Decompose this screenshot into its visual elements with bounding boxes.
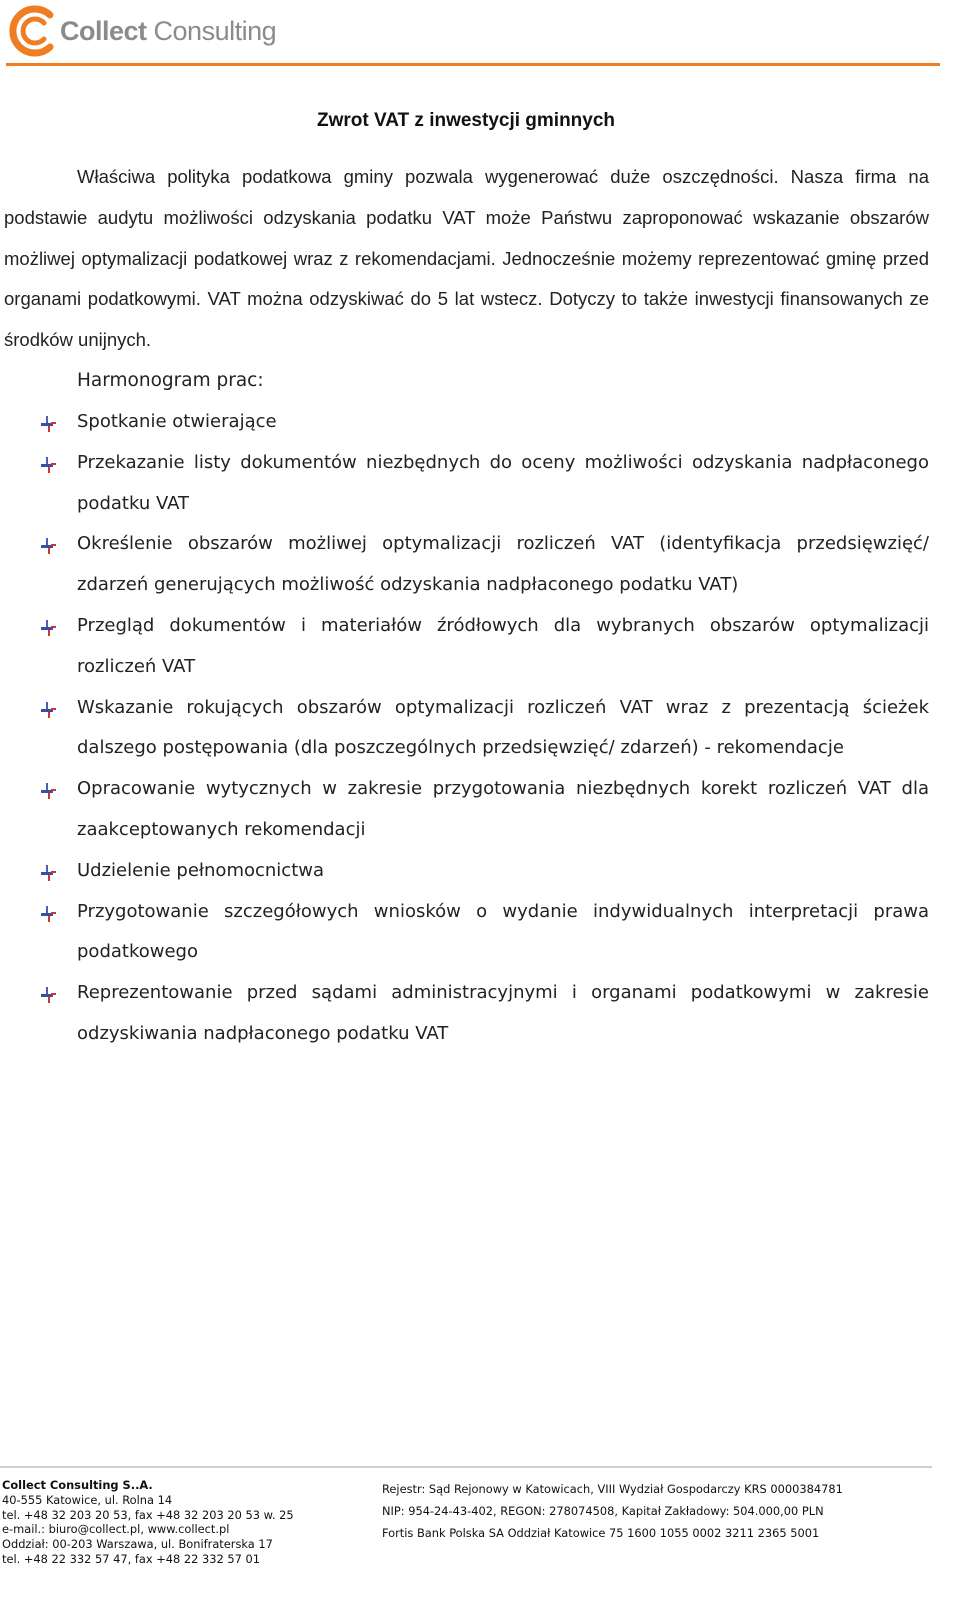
thumbtack-bullet-icon	[40, 537, 58, 555]
list-item	[0, 769, 929, 851]
task-text: Wskazanie rokujących obszarów optymalizacji rozliczeń VAT wraz z prezentacją ścieżek dalszego postępowania (dla poszczególnych przedsięwzięć/ zdarzeń) - rekomendacje	[77, 696, 929, 759]
task-text: Udzielenie pełnomocnictwa	[77, 859, 324, 881]
thumbtack-bullet-icon	[40, 701, 58, 719]
footer-tax-ids: NIP: 954-24-43-402, REGON: 278074508, Kapitał Zakładowy: 504.000,00 PLN	[382, 1504, 824, 1518]
footer-branch-phone: tel. +48 22 332 57 47, fax +48 22 332 57 01	[2, 1551, 260, 1566]
page-header	[0, 0, 960, 70]
footer-company-name: Collect Consulting S..A.	[2, 1478, 153, 1492]
list-item	[0, 606, 929, 688]
thumbtack-bullet-icon	[40, 619, 58, 637]
schedule-label: Harmonogram prac:	[77, 370, 264, 391]
footer-registry: Rejestr: Sąd Rejonowy w Katowicach, VIII Wydział Gospodarczy KRS 0000384781	[382, 1482, 843, 1496]
task-text: Określenie obszarów możliwej optymalizacji rozliczeń VAT (identyfikacja przedsięwzięć/ zdarzeń generujących możliwość odzyskania nadpłaconego podatku VAT)	[77, 533, 929, 596]
logo-text	[60, 16, 276, 47]
collect-consulting-c-logo-icon	[6, 3, 62, 59]
list-item	[0, 973, 929, 1055]
document-title: Zwrot VAT z inwestycji gminnych	[316, 110, 616, 131]
footer-legal	[382, 1478, 942, 1544]
logo-text-bold: Collect	[60, 15, 147, 46]
company-logo	[6, 2, 276, 60]
footer-address: 40-555 Katowice, ul. Rolna 14	[2, 1492, 173, 1507]
task-text: Przekazanie listy dokumentów niezbędnych do oceny możliwości odzyskania nadpłaconego podatku VAT	[77, 451, 929, 514]
logo-text-light: Consulting	[146, 15, 277, 46]
footer-contact	[2, 1478, 362, 1567]
task-text: Przygotowanie szczegółowych wniosków o wydanie indywidualnych interpretacji prawa podatkowego	[77, 900, 929, 963]
task-text: Spotkanie otwierające	[77, 411, 277, 432]
thumbtack-bullet-icon	[40, 905, 58, 923]
thumbtack-bullet-icon	[40, 782, 58, 800]
thumbtack-bullet-icon	[40, 986, 58, 1004]
footer-email: e-mail.: biuro@collect.pl, www.collect.pl	[2, 1522, 230, 1537]
task-text: Przegląd dokumentów i materiałów źródłowych dla wybranych obszarów optymalizacji rozliczeń VAT	[77, 614, 929, 677]
footer-divider	[0, 1466, 932, 1468]
thumbtack-bullet-icon	[40, 456, 58, 474]
header-divider	[6, 63, 940, 66]
list-item	[0, 688, 929, 770]
intro-paragraph: Właściwa polityka podatkowa gminy pozwala wygenerować duże oszczędności. Nasza firma na podstawie audytu możliwości odzyskania podatku VAT może Państwu zaproponować wskazanie obszarów możliwej optymalizacji podatkowej wraz z rekomendacjami. Jednocześnie możemy reprezentować gminę przed organami podatkowymi. VAT można odzyskiwać do 5 lat wstecz. Dotyczy to także inwestycji finansowanych ze środków unijnych.	[4, 166, 929, 351]
thumbtack-bullet-icon	[40, 864, 58, 882]
list-item	[0, 443, 929, 525]
footer-bank: Fortis Bank Polska SA Oddział Katowice 75 1600 1055 0002 3211 2365 5001	[382, 1526, 820, 1540]
footer-branch: Oddział: 00-203 Warszawa, ul. Bonifraterska 17	[2, 1537, 273, 1552]
list-item	[0, 524, 929, 606]
task-text: Reprezentowanie przed sądami administracyjnymi i organami podatkowymi w zakresie odzyskiwania nadpłaconego podatku VAT	[77, 982, 929, 1044]
task-list	[0, 402, 960, 1055]
footer-phone: tel. +48 32 203 20 53, fax +48 32 203 20 53 w. 25	[2, 1507, 294, 1522]
task-text: Opracowanie wytycznych w zakresie przygotowania niezbędnych korekt rozliczeń VAT dla zaakceptowanych rekomendacji	[77, 778, 929, 840]
list-item	[0, 402, 929, 443]
list-item	[0, 851, 929, 892]
thumbtack-bullet-icon	[40, 415, 58, 433]
list-item	[0, 892, 929, 974]
